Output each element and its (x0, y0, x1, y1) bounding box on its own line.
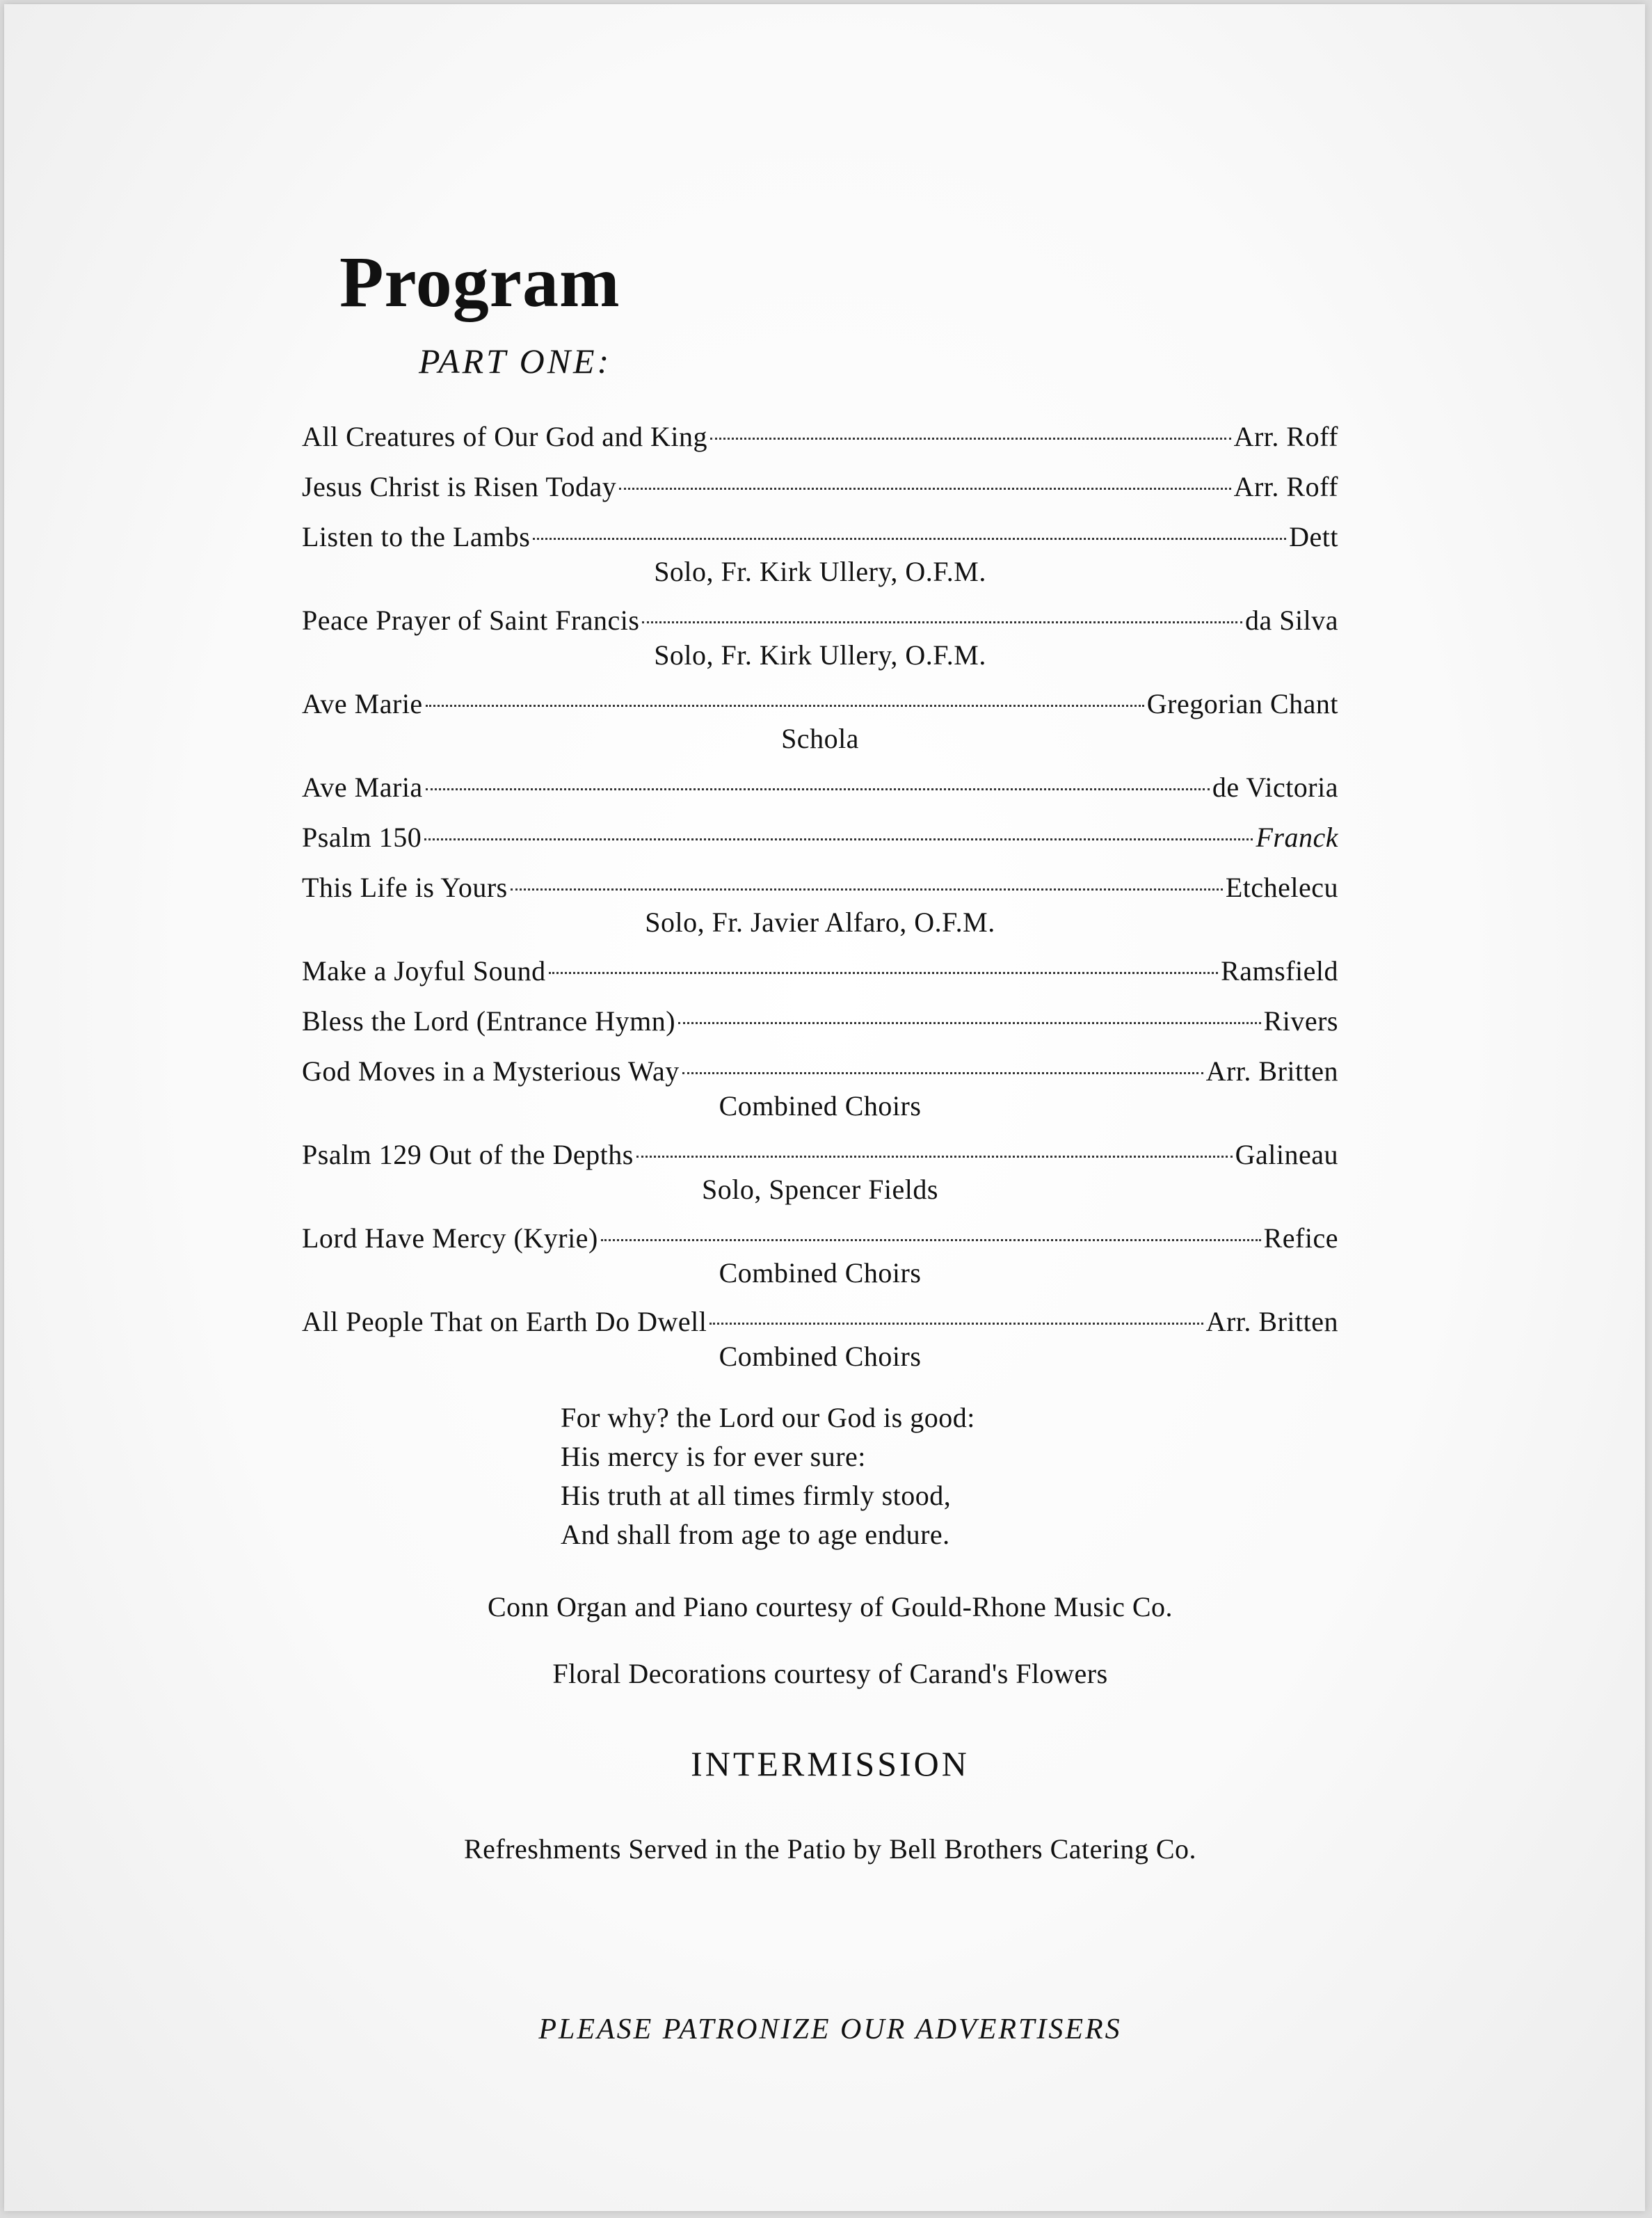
dot-leader (601, 1239, 1261, 1241)
piece-title: Psalm 150 (302, 822, 422, 853)
verse-line: For why? the Lord our God is good: (561, 1402, 975, 1433)
dot-leader (710, 438, 1231, 440)
composer: Etchelecu (1225, 872, 1338, 903)
program-page (4, 4, 1645, 2211)
organ-courtesy-note: Conn Organ and Piano courtesy of Gould-Rhone Music Co. (487, 1591, 1173, 1622)
patronize-footer: PLEASE PATRONIZE OUR ADVERTISERS (538, 2013, 1122, 2045)
composer: Franck (1256, 822, 1338, 853)
part-heading: PART ONE: (419, 342, 612, 381)
dot-leader (636, 1156, 1233, 1158)
composer: Arr. Roff (1233, 421, 1338, 452)
piece-title: Listen to the Lambs (302, 521, 531, 552)
dot-leader (709, 1323, 1203, 1325)
verse-line: And shall from age to age endure. (561, 1519, 950, 1550)
dot-leader (533, 538, 1286, 540)
program-entry (302, 870, 1338, 939)
intermission-heading: INTERMISSION (691, 1744, 970, 1783)
hymn-verse (561, 1398, 975, 1554)
dot-leader (511, 888, 1223, 891)
program-entry (302, 603, 1338, 672)
composer: Rivers (1263, 1005, 1338, 1037)
performer-note: Solo, Spencer Fields (702, 1174, 938, 1205)
composer: Arr. Roff (1233, 471, 1338, 502)
program-entry (302, 1137, 1338, 1206)
performer-note: Combined Choirs (719, 1257, 922, 1288)
dot-leader (678, 1022, 1260, 1024)
piece-title: Ave Maria (302, 772, 423, 803)
performer-note: Solo, Fr. Kirk Ullery, O.F.M. (654, 639, 986, 671)
program-entry (302, 519, 1338, 589)
piece-title: All Creatures of Our God and King (302, 421, 708, 452)
performer-note: Combined Choirs (719, 1341, 922, 1372)
verse-line: His mercy is for ever sure: (561, 1441, 866, 1472)
composer: da Silva (1245, 605, 1338, 636)
piece-title: This Life is Yours (302, 872, 508, 903)
page-title: Program (339, 242, 620, 322)
dot-leader (426, 788, 1210, 790)
program-entry (302, 1220, 1338, 1290)
composer: de Victoria (1212, 772, 1338, 803)
performer-note: Combined Choirs (719, 1090, 922, 1122)
composer: Ramsfield (1221, 955, 1338, 987)
performer-note: Schola (781, 723, 859, 754)
program-entry (302, 686, 1338, 756)
composer: Dett (1289, 521, 1338, 552)
performer-note: Solo, Fr. Kirk Ullery, O.F.M. (654, 556, 986, 587)
program-entry (302, 1003, 1338, 1039)
composer: Arr. Britten (1205, 1055, 1338, 1087)
dot-leader (619, 488, 1230, 490)
program-entry (302, 1304, 1338, 1373)
floral-courtesy-note: Floral Decorations courtesy of Carand's Flowers (552, 1658, 1108, 1689)
piece-title: Lord Have Mercy (Kyrie) (302, 1222, 598, 1254)
composer: Gregorian Chant (1146, 688, 1338, 719)
program-entry (302, 1053, 1338, 1123)
refreshments-note: Refreshments Served in the Patio by Bell Brothers Catering Co. (463, 1833, 1197, 1865)
dot-leader (549, 972, 1219, 974)
piece-title: Ave Marie (302, 688, 423, 719)
program-entry (302, 469, 1338, 505)
dot-leader (424, 838, 1253, 840)
piece-title: Bless the Lord (Entrance Hymn) (302, 1005, 676, 1037)
dot-leader (426, 705, 1144, 707)
program-list (302, 419, 1338, 1387)
piece-title: God Moves in a Mysterious Way (302, 1055, 680, 1087)
program-entry (302, 953, 1338, 989)
dot-leader (642, 621, 1242, 623)
piece-title: Psalm 129 Out of the Depths (302, 1139, 634, 1170)
dot-leader (682, 1072, 1203, 1074)
piece-title: Peace Prayer of Saint Francis (302, 605, 640, 636)
composer: Arr. Britten (1205, 1306, 1338, 1337)
program-entry (302, 769, 1338, 806)
program-entry (302, 419, 1338, 455)
composer: Refice (1263, 1222, 1338, 1254)
piece-title: All People That on Earth Do Dwell (302, 1306, 707, 1337)
composer: Galineau (1235, 1139, 1338, 1170)
performer-note: Solo, Fr. Javier Alfaro, O.F.M. (645, 907, 995, 938)
piece-title: Jesus Christ is Risen Today (302, 471, 617, 502)
piece-title: Make a Joyful Sound (302, 955, 546, 987)
program-entry (302, 820, 1338, 856)
verse-line: His truth at all times firmly stood, (561, 1480, 952, 1511)
